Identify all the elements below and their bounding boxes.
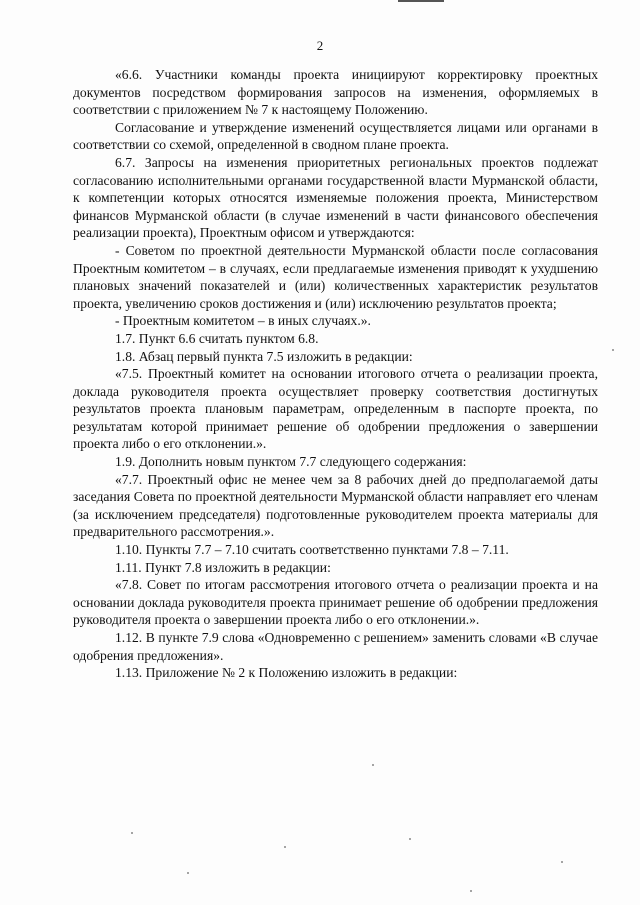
- scan-speck: [284, 846, 286, 848]
- paragraph-1-13: 1.13. Приложение № 2 к Положению изложить в редакции:: [115, 665, 458, 681]
- paragraph-council: - Советом по проектной деятельности Мурманской области после согласования Проектным комитетом – в случаях, если предлагаемые изменения приводят к ухудшению плановых значений показателей и (или) количественных характеристик результатов проекта, увеличению сроков достижения и (или) исключению результатов проекта;: [73, 242, 598, 311]
- paragraph-7-5: «7.5. Проектный комитет на основании итогового отчета о реализации проекта, доклада руководителя проекта осуществляет проверку соответствия достигнутых результатов проекта плановым параметрам, определенным в паспорте проекта, по результатам которой принимает решение об одобрении предложения о завершении проекта либо о его отклонении.».: [73, 366, 598, 452]
- paragraph-approval: Согласование и утверждение изменений осуществляется лицами или органами в соответствии со схемой, определенной в сводном плане проекта.: [73, 119, 598, 153]
- paragraph-1-10: 1.10. Пункты 7.7 – 7.10 считать соответственно пунктами 7.8 – 7.11.: [115, 542, 509, 558]
- scan-speck: [131, 832, 133, 834]
- paragraph-1-7: 1.7. Пункт 6.6 считать пунктом 6.8.: [115, 330, 319, 346]
- paragraph-6-7: 6.7. Запросы на изменения приоритетных региональных проектов подлежат согласованию исполнительными органами государственной власти Мурманской области, к компетенции которых относятся изменяемые положения проекта, Министерством финансов Мурманской области (в случае изменений в части финансового обеспечения реализации проекта), Проектным офисом и утверждаются:: [73, 154, 598, 241]
- scan-speck: [409, 838, 411, 840]
- page-number: 2: [316, 38, 324, 53]
- scan-speck: [470, 890, 472, 892]
- paragraph-7-7: «7.7. Проектный офис не менее чем за 8 рабочих дней до предполагаемой даты заседания Совета по проектной деятельности Мурманской области направляет его членам (за исключением председателя) подготовленные руководителем проекта материалы для предварительного рассмотрения.».: [73, 471, 598, 540]
- scan-speck: [561, 861, 563, 863]
- paragraph-7-8: «7.8. Совет по итогам рассмотрения итогового отчета о реализации проекта и на основании доклада руководителя проекта принимает решение об одобрении предложения руководителя проекта о завершении проекта либо о его отклонении.».: [73, 577, 598, 628]
- scan-speck: [187, 872, 189, 874]
- paragraph-1-11: 1.11. Пункт 7.8 изложить в редакции:: [115, 559, 331, 575]
- scan-speck: [372, 764, 374, 766]
- scan-speck: [612, 349, 614, 351]
- paragraph-6-6: «6.6. Участники команды проекта инициируют корректировку проектных документов посредством формирования запросов на изменения, оформляемых в соответствии с приложением № 7 к настоящему Положению.: [73, 67, 598, 118]
- paragraph-committee: - Проектным комитетом – в иных случаях.».: [115, 313, 371, 329]
- scan-artifact-line: [398, 0, 444, 2]
- paragraph-1-12: 1.12. В пункте 7.9 слова «Одновременно с решением» заменить словами «В случае одобрения предложения».: [73, 630, 598, 663]
- paragraph-1-8: 1.8. Абзац первый пункта 7.5 изложить в редакции:: [115, 348, 413, 364]
- paragraph-1-9: 1.9. Дополнить новым пунктом 7.7 следующего содержания:: [115, 454, 467, 470]
- document-body: [73, 66, 598, 682]
